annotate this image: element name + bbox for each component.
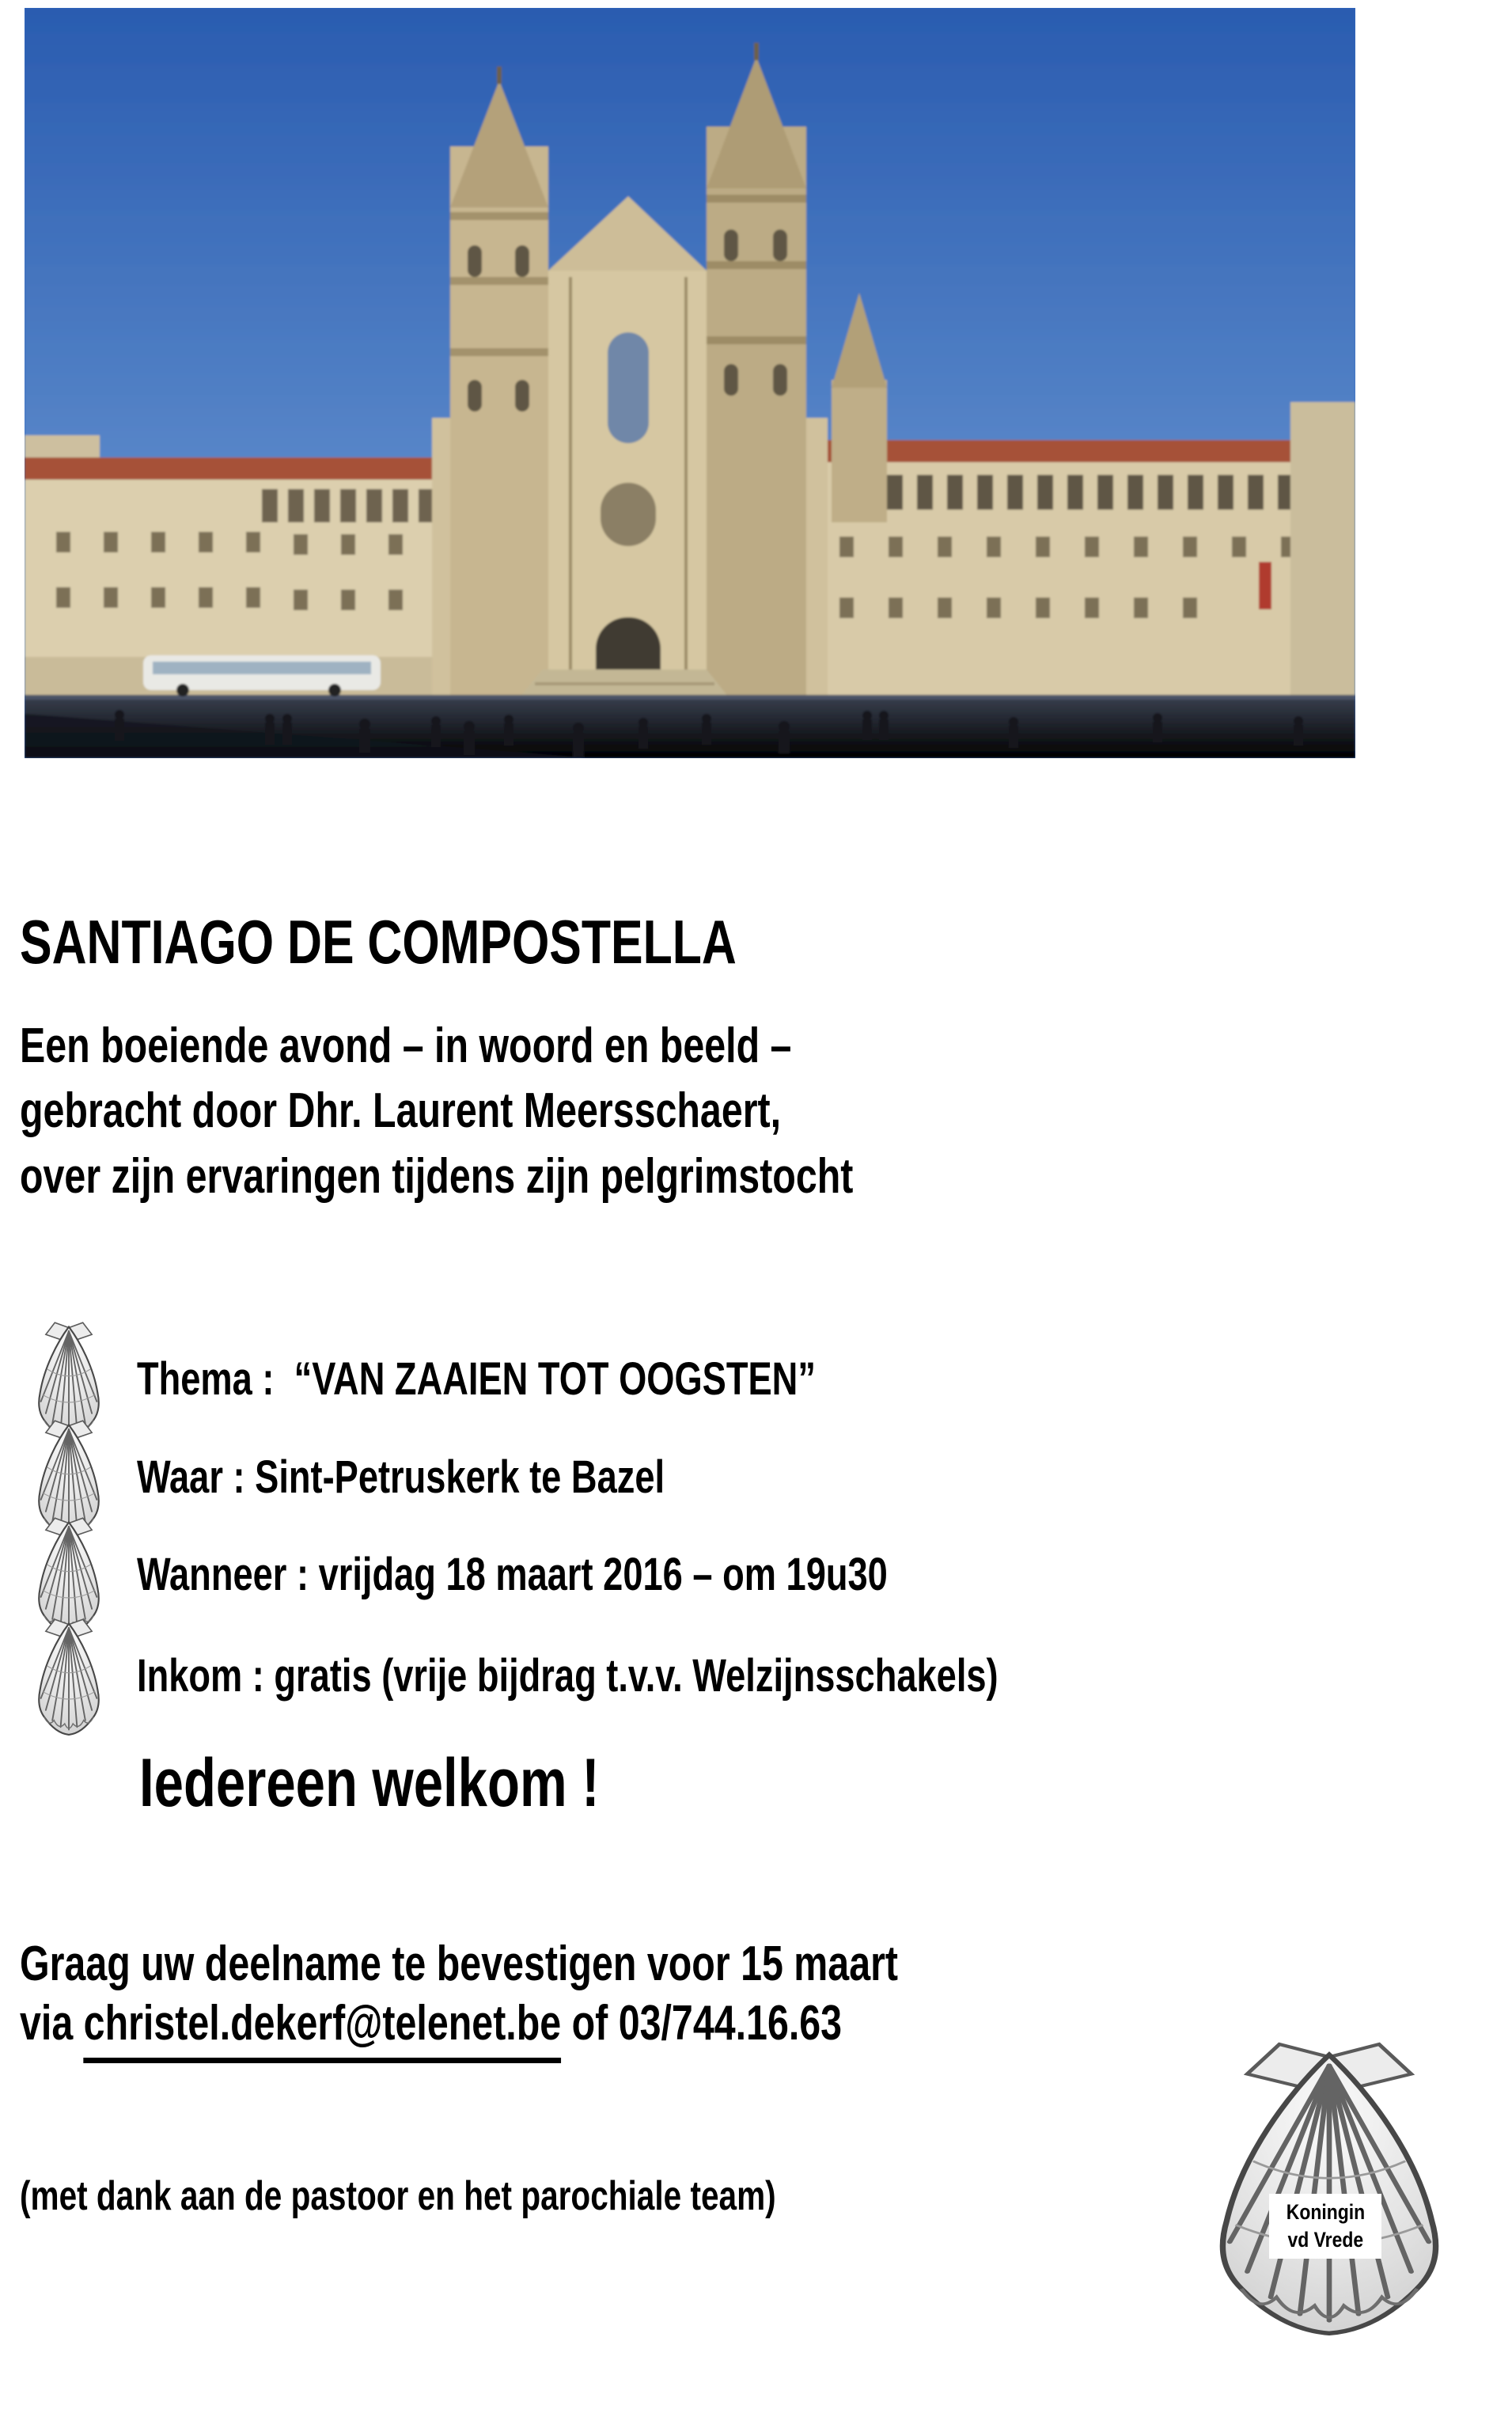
shell-label-box bbox=[1269, 2194, 1381, 2259]
rsvp-line-1: Graag uw deelname te bevestigen voor 15 maart bbox=[20, 1937, 899, 1991]
welcome-line: Iedereen welkom ! bbox=[139, 1745, 600, 1821]
bullet-thema: Thema : “VAN ZAAIEN TOT OOGSTEN” bbox=[137, 1353, 816, 1405]
thanks-line: (met dank aan de pastoor en het parochiale team) bbox=[20, 2173, 776, 2219]
intro-line-1: Een boeiende avond – in woord en beeld – bbox=[20, 1019, 792, 1073]
scallop-shell-icon bbox=[28, 1617, 110, 1736]
bullet-waar: Waar : Sint-Petruskerk te Bazel bbox=[137, 1451, 665, 1503]
scallop-shell-stamp bbox=[1183, 2038, 1476, 2335]
intro-line-2: gebracht door Dhr. Laurent Meersschaert, bbox=[20, 1083, 782, 1138]
rsvp-suffix: of 03/744.16.63 bbox=[561, 1996, 843, 2051]
email-link[interactable]: christel.dekerf@telenet.be bbox=[84, 1996, 562, 2063]
bullet-inkom: Inkom : gratis (vrije bijdrag t.v.v. Welzijnsschakels) bbox=[137, 1650, 999, 1702]
cathedral-photo bbox=[25, 8, 1355, 758]
shell-label-line-2: vd Vrede bbox=[1287, 2228, 1363, 2252]
page-title: SANTIAGO DE COMPOSTELLA bbox=[20, 907, 737, 977]
bullet-wanneer: Wanneer : vrijdag 18 maart 2016 – om 19u30 bbox=[137, 1549, 888, 1600]
cathedral-photo-art bbox=[25, 8, 1355, 758]
rsvp-prefix: via bbox=[20, 1996, 84, 2051]
scallop-shell-icon bbox=[1183, 2038, 1476, 2335]
rsvp-line-2 bbox=[20, 1996, 843, 2051]
intro-line-3: over zijn ervaringen tijdens zijn pelgrimstocht bbox=[20, 1149, 854, 1204]
shell-label-line-1: Koningin bbox=[1286, 2200, 1365, 2224]
